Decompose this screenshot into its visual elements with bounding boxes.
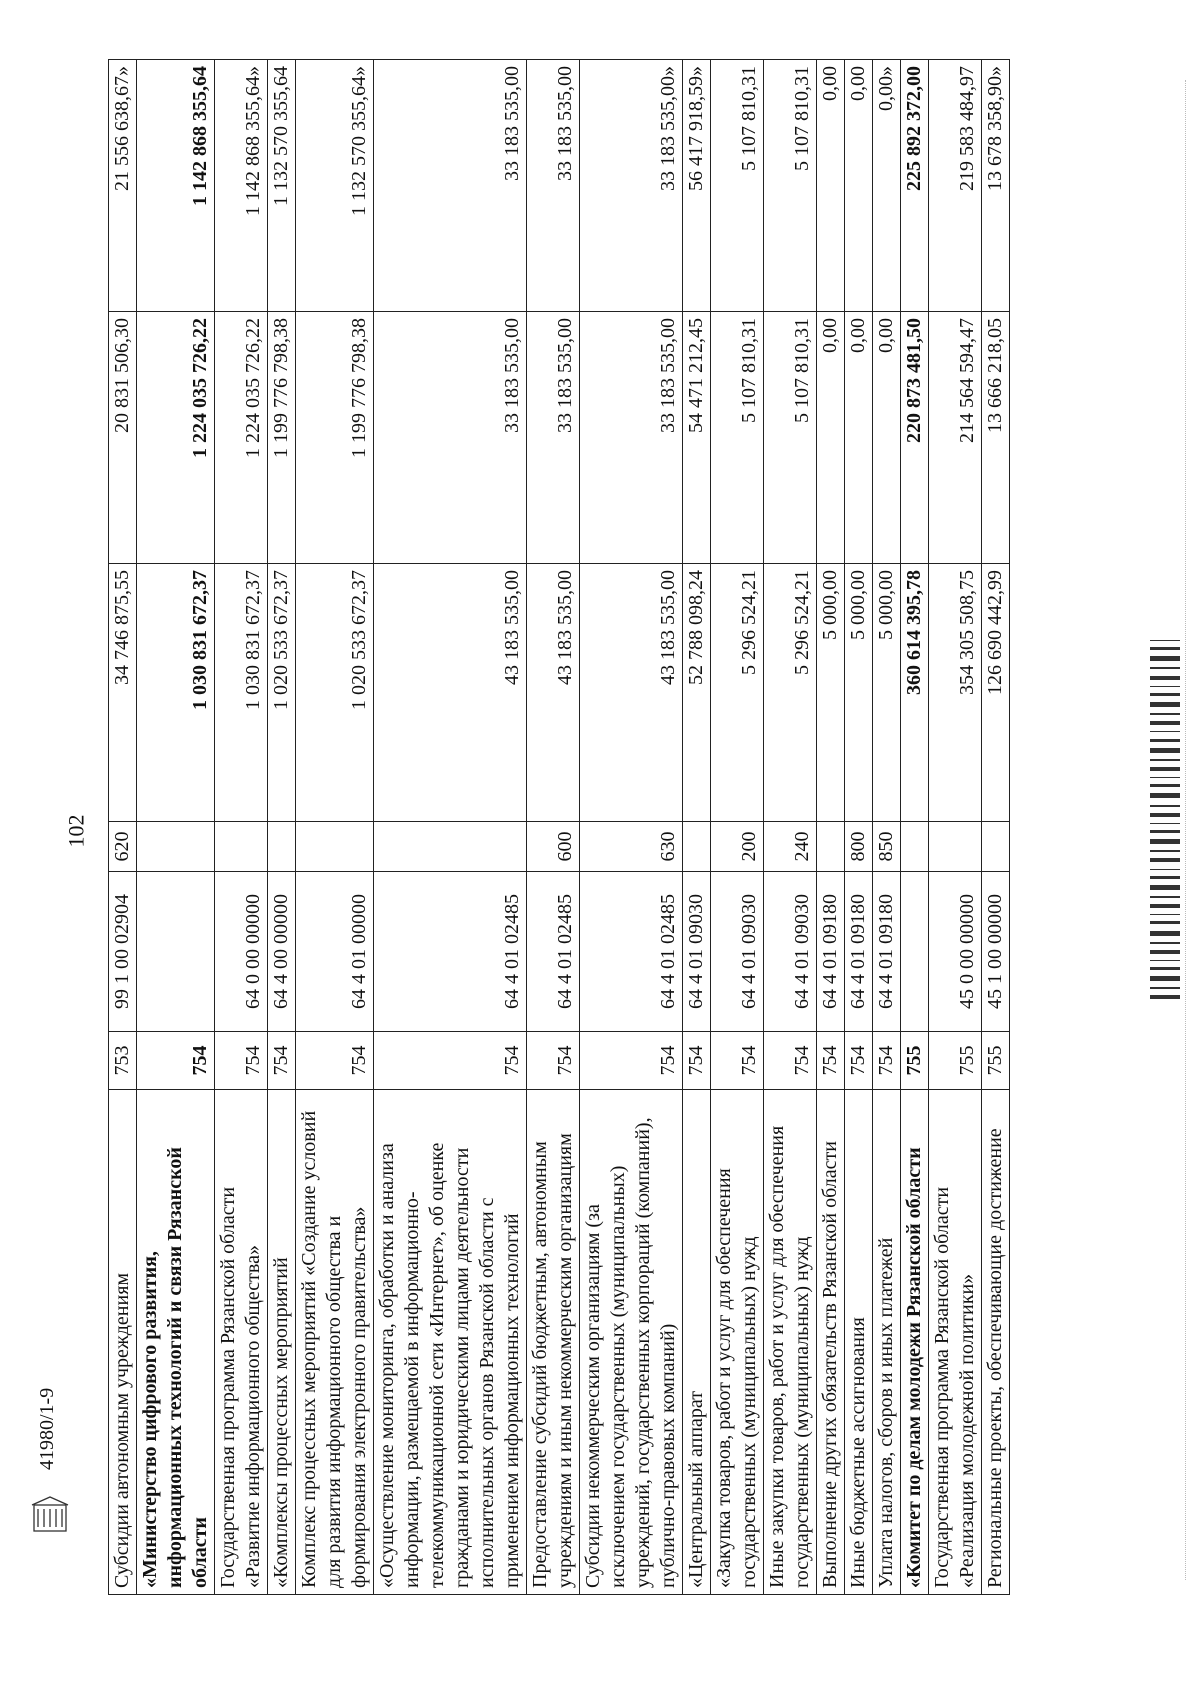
cell-sum2: 0,00 (817, 312, 845, 564)
barcode-stripe (1150, 759, 1180, 761)
cell-vr (268, 822, 296, 872)
cell-sum1: 1 030 831 672,37 (215, 564, 268, 822)
cell-sum1: 354 305 508,75 (929, 564, 982, 822)
barcode-stripe (1150, 830, 1180, 833)
barcode-stripe (1150, 950, 1180, 954)
table-row (374, 60, 527, 1595)
barcode-stripe (1150, 976, 1180, 981)
cell-grbs: 754 (683, 1032, 711, 1090)
barcode-stripe (1150, 904, 1180, 908)
cell-sum2: 220 873 481,50 (901, 312, 929, 564)
barcode-stripe (1150, 960, 1180, 961)
cell-vr (982, 822, 1010, 872)
table-row (873, 60, 901, 1595)
cell-csr: 64 4 01 09030 (711, 872, 764, 1032)
cell-sum2: 214 564 594,47 (929, 312, 982, 564)
cell-sum1: 52 788 098,24 (683, 564, 711, 822)
barcode-stripe (1150, 823, 1180, 824)
cell-name: Уплата налогов, сборов и иных платежей (873, 1090, 901, 1595)
cell-sum3: 13 678 358,90» (982, 60, 1010, 312)
cell-grbs: 753 (109, 1032, 137, 1090)
cell-vr: 850 (873, 822, 901, 872)
barcode-stripe (1150, 914, 1180, 915)
cell-name: Государственная программа Рязанской области «Реализация молодежной политики» (929, 1090, 982, 1595)
cell-csr: 64 4 01 02485 (527, 872, 580, 1032)
cell-name: Субсидии автономным учреждениям (109, 1090, 137, 1595)
cell-csr: 99 1 00 02904 (109, 872, 137, 1032)
cell-name: Выполнение других обязательств Рязанской области (817, 1090, 845, 1595)
cell-sum1: 43 183 535,00 (580, 564, 683, 822)
barcode-stripe (1150, 813, 1180, 817)
cell-sum1: 43 183 535,00 (527, 564, 580, 822)
cell-sum1: 1 020 533 672,37 (268, 564, 296, 822)
cell-grbs: 754 (711, 1032, 764, 1090)
cell-name: Иные закупки товаров, работ и услуг для обеспечения государственных (муниципальных) нужд (764, 1090, 817, 1595)
cell-sum2: 1 224 035 726,22 (137, 312, 215, 564)
barcode-stripe (1150, 667, 1180, 669)
cell-grbs: 754 (764, 1032, 817, 1090)
table-row (580, 60, 683, 1595)
cell-grbs: 754 (215, 1032, 268, 1090)
table-row (296, 60, 374, 1595)
barcode-stripe (1150, 767, 1180, 771)
table-row (137, 60, 215, 1595)
budget-table-rotated (108, 60, 1173, 1595)
cell-sum2: 33 183 535,00 (374, 312, 527, 564)
cell-name: Государственная программа Рязанской области «Развитие информационного общества» (215, 1090, 268, 1595)
barcode-stripe (1150, 693, 1180, 696)
table-row (711, 60, 764, 1595)
cell-sum3: 0,00 (845, 60, 873, 312)
cell-csr: 64 4 01 09180 (873, 872, 901, 1032)
cell-csr: 45 1 00 00000 (982, 872, 1010, 1032)
cell-name: Комплекс процессных мероприятий «Создание условий для развития информационного общества и формирования электронного правительства» (296, 1090, 374, 1595)
cell-grbs: 754 (527, 1032, 580, 1090)
cell-vr: 600 (527, 822, 580, 872)
budget-table (108, 59, 1010, 1595)
barcode-stripe (1150, 921, 1180, 924)
cell-name: «Министерство цифрового развития, информационных технологий и связи Рязанской области (137, 1090, 215, 1595)
barcode-stripe (1150, 942, 1180, 944)
cell-csr: 64 4 01 09180 (817, 872, 845, 1032)
cell-sum2: 5 107 810,31 (711, 312, 764, 564)
cell-sum1: 360 614 395,78 (901, 564, 929, 822)
table-row (982, 60, 1010, 1595)
cell-vr (374, 822, 527, 872)
cell-grbs: 755 (982, 1032, 1010, 1090)
cell-sum1: 5 296 524,21 (764, 564, 817, 822)
cell-sum3: 5 107 810,31 (711, 60, 764, 312)
cell-sum1: 34 746 875,55 (109, 564, 137, 822)
barcode-stripe (1150, 793, 1180, 798)
emblem-icon (28, 1495, 72, 1539)
cell-vr (137, 822, 215, 872)
cell-vr (215, 822, 268, 872)
cell-csr: 64 4 01 02485 (580, 872, 683, 1032)
cell-csr: 45 0 00 00000 (929, 872, 982, 1032)
cell-grbs: 754 (580, 1032, 683, 1090)
cell-sum1: 5 296 524,21 (711, 564, 764, 822)
cell-csr: 64 4 01 09180 (845, 872, 873, 1032)
cell-sum2: 1 224 035 726,22 (215, 312, 268, 564)
cell-sum3: 219 583 484,97 (929, 60, 982, 312)
cell-sum2: 1 199 776 798,38 (268, 312, 296, 564)
barcode-stripe (1150, 850, 1180, 852)
cell-sum2: 13 666 218,05 (982, 312, 1010, 564)
cell-csr: 64 0 00 00000 (215, 872, 268, 1032)
cell-name: «Центральный аппарат (683, 1090, 711, 1595)
barcode-stripe (1150, 731, 1180, 732)
cell-sum1: 126 690 442,99 (982, 564, 1010, 822)
barcode-stripe (1150, 896, 1180, 898)
barcode-stripe (1150, 869, 1180, 870)
barcode-stripe (1150, 713, 1180, 715)
cell-sum1: 5 000,00 (845, 564, 873, 822)
cell-grbs: 754 (374, 1032, 527, 1090)
cell-sum3: 1 132 570 355,64 (268, 60, 296, 312)
cell-sum3: 0,00» (873, 60, 901, 312)
cell-sum2: 5 107 810,31 (764, 312, 817, 564)
cell-vr: 630 (580, 822, 683, 872)
table-row (683, 60, 711, 1595)
table-row (268, 60, 296, 1595)
cell-csr: 64 4 01 00000 (296, 872, 374, 1032)
cell-sum1: 1 020 533 672,37 (296, 564, 374, 822)
document-code: 41980/1-9 (36, 1387, 58, 1470)
cell-grbs: 755 (929, 1032, 982, 1090)
table-row (901, 60, 929, 1595)
barcode-stripe (1150, 676, 1180, 680)
cell-sum2: 0,00 (845, 312, 873, 564)
cell-sum2: 33 183 535,00 (580, 312, 683, 564)
cell-sum3: 21 556 638,67» (109, 60, 137, 312)
barcode-stripe (1150, 839, 1180, 844)
table-row (109, 60, 137, 1595)
table-row (764, 60, 817, 1595)
cell-csr: 64 4 01 02485 (374, 872, 527, 1032)
barcode-stripe (1150, 805, 1180, 807)
cell-sum2: 33 183 535,00 (527, 312, 580, 564)
barcode-stripe (1150, 885, 1180, 890)
cell-vr (296, 822, 374, 872)
cell-grbs: 754 (268, 1032, 296, 1090)
cell-sum3: 33 183 535,00» (580, 60, 683, 312)
cell-csr (901, 872, 929, 1032)
cell-name: Субсидии некоммерческим организациям (за исключением государственных (муниципальных) учреждений, государственных корпораций (компаний), публично-правовых компаний) (580, 1090, 683, 1595)
barcode-stripe (1150, 739, 1180, 742)
cell-sum3: 1 142 868 355,64» (215, 60, 268, 312)
cell-vr (683, 822, 711, 872)
cell-sum2: 54 471 212,45 (683, 312, 711, 564)
cell-vr (901, 822, 929, 872)
table-row (817, 60, 845, 1595)
cell-sum2: 1 199 776 798,38 (296, 312, 374, 564)
cell-sum3: 33 183 535,00 (527, 60, 580, 312)
scan-edge (1185, 80, 1194, 1580)
cell-vr: 620 (109, 822, 137, 872)
cell-vr: 240 (764, 822, 817, 872)
cell-grbs: 754 (296, 1032, 374, 1090)
barcode-stripe (1150, 748, 1180, 753)
cell-grbs: 754 (873, 1032, 901, 1090)
table-row (929, 60, 982, 1595)
cell-vr (817, 822, 845, 872)
table-row (527, 60, 580, 1595)
barcode-stripe (1150, 931, 1180, 936)
barcode-stripe (1150, 702, 1180, 707)
barcode-stripe (1150, 967, 1180, 970)
cell-csr: 64 4 00 00000 (268, 872, 296, 1032)
cell-sum1: 5 000,00 (873, 564, 901, 822)
cell-grbs: 755 (901, 1032, 929, 1090)
barcode-stripe (1150, 721, 1180, 725)
barcode-stripe (1150, 784, 1180, 787)
cell-sum3: 5 107 810,31 (764, 60, 817, 312)
barcode-stripe (1150, 995, 1180, 999)
barcode-stripe (1150, 686, 1180, 687)
cell-name: Предоставление субсидий бюджетным, автономным учреждениям и иным некоммерческим организациям (527, 1090, 580, 1595)
cell-name: Региональные проекты, обеспечивающие достижение (982, 1090, 1010, 1595)
cell-csr: 64 4 01 09030 (764, 872, 817, 1032)
cell-sum3: 33 183 535,00 (374, 60, 527, 312)
cell-sum3: 0,00 (817, 60, 845, 312)
barcode-stripe (1150, 876, 1180, 879)
cell-sum1: 1 030 831 672,37 (137, 564, 215, 822)
barcode-stripe (1150, 640, 1180, 641)
cell-sum3: 56 417 918,59» (683, 60, 711, 312)
barcode-stripe (1150, 656, 1180, 661)
table-row (215, 60, 268, 1595)
barcode-stripe (1150, 987, 1180, 989)
cell-grbs: 754 (845, 1032, 873, 1090)
cell-sum2: 0,00 (873, 312, 901, 564)
barcode-stripe (1150, 647, 1180, 650)
cell-vr: 200 (711, 822, 764, 872)
cell-sum2: 20 831 506,30 (109, 312, 137, 564)
cell-vr: 800 (845, 822, 873, 872)
cell-sum1: 43 183 535,00 (374, 564, 527, 822)
cell-csr (137, 872, 215, 1032)
cell-vr (929, 822, 982, 872)
cell-grbs: 754 (137, 1032, 215, 1090)
cell-name: «Осуществление мониторинга, обработки и анализа информации, размещаемой в информационно-телекоммуникационной сети «Интернет», об оценке гражданами и юридическими лицами деятельности исполнительных органов Рязанской области с применением информационных технологий (374, 1090, 527, 1595)
cell-grbs: 754 (817, 1032, 845, 1090)
table-row (845, 60, 873, 1595)
page-number: 102 (63, 814, 89, 848)
cell-name: «Закупка товаров, работ и услуг для обеспечения государственных (муниципальных) нужд (711, 1090, 764, 1595)
cell-name: Иные бюджетные ассигнования (845, 1090, 873, 1595)
cell-name: «Комплексы процессных мероприятий (268, 1090, 296, 1595)
barcode-stripe (1150, 777, 1180, 778)
barcode-icon (1150, 640, 1180, 1000)
cell-name: «Комитет по делам молодежи Рязанской области (901, 1090, 929, 1595)
barcode-stripe (1150, 858, 1180, 862)
cell-sum3: 1 142 868 355,64 (137, 60, 215, 312)
cell-sum3: 1 132 570 355,64» (296, 60, 374, 312)
cell-sum1: 5 000,00 (817, 564, 845, 822)
cell-csr: 64 4 01 09030 (683, 872, 711, 1032)
cell-sum3: 225 892 372,00 (901, 60, 929, 312)
